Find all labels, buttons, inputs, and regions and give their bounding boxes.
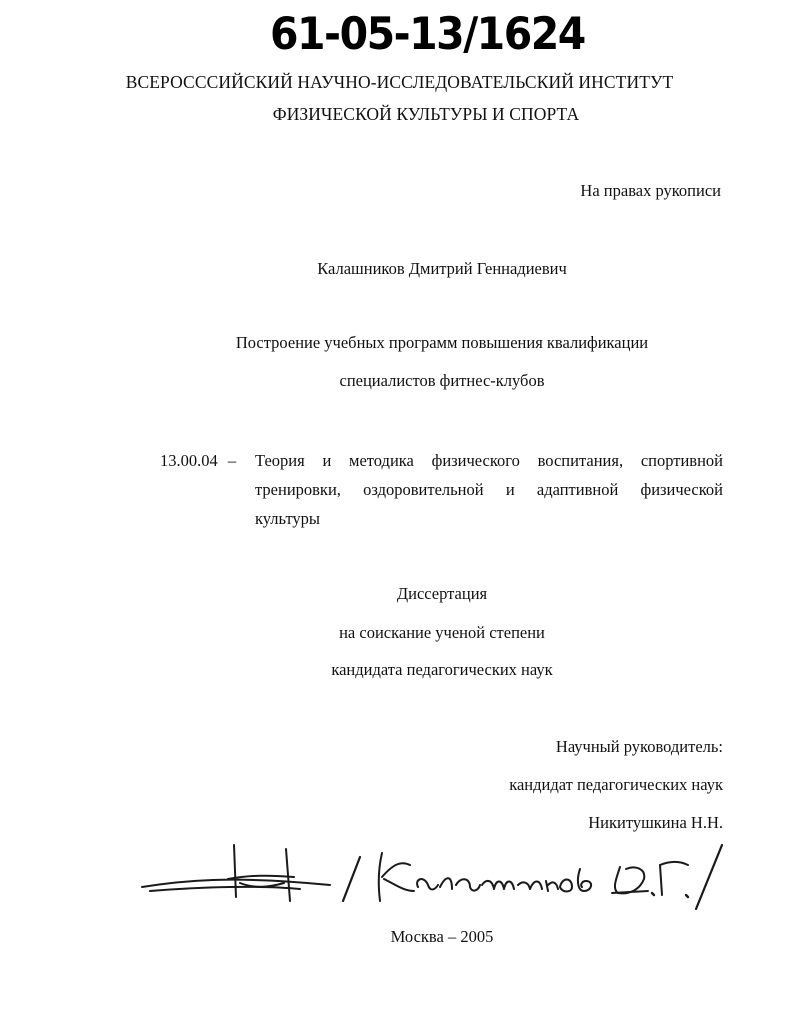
specialty-line-3: культуры: [255, 509, 321, 528]
specialty-line-1: Теория и методика физического воспитания, спортивной: [255, 451, 723, 470]
archive-stamp-code: 61-05-13/1624: [270, 8, 585, 60]
specialty-block: [160, 446, 723, 533]
degree-line-2: на соискание ученой степени: [339, 623, 545, 642]
degree-line-1: Диссертация: [396, 584, 488, 603]
handwritten-signature: [0, 835, 799, 915]
specialty-line-2: тренировки, оздоровительной и адаптивной физической: [255, 480, 723, 499]
dissertation-title-line-2: специалистов фитнес-клубов: [339, 371, 545, 390]
rights-note: На правах рукописи: [580, 181, 721, 200]
author-name: Калашников Дмитрий Геннадиевич: [317, 259, 567, 278]
specialty-code-dash: –: [227, 451, 237, 470]
dissertation-title-line-1: Построение учебных программ повышения квалификации: [235, 333, 649, 352]
institution-line-2: ФИЗИЧЕСКОЙ КУЛЬТУРЫ И СПОРТА: [272, 104, 580, 124]
institution-line-1: ВСЕРОСССИЙСКИЙ НАУЧНО-ИССЛЕДОВАТЕЛЬСКИЙ ИНСТИТУТ: [125, 72, 674, 92]
specialty-code-number: 13.00.04: [160, 451, 218, 470]
supervisor-name: Никитушкина Н.Н.: [588, 813, 723, 832]
footer-city-year: Москва – 2005: [390, 927, 494, 946]
supervisor-degree: кандидат педагогических наук: [509, 775, 723, 794]
degree-line-3: кандидата педагогических наук: [331, 660, 553, 679]
supervisor-label: Научный руководитель:: [555, 737, 723, 756]
specialty-description: [255, 446, 723, 533]
specialty-code: [160, 446, 236, 475]
